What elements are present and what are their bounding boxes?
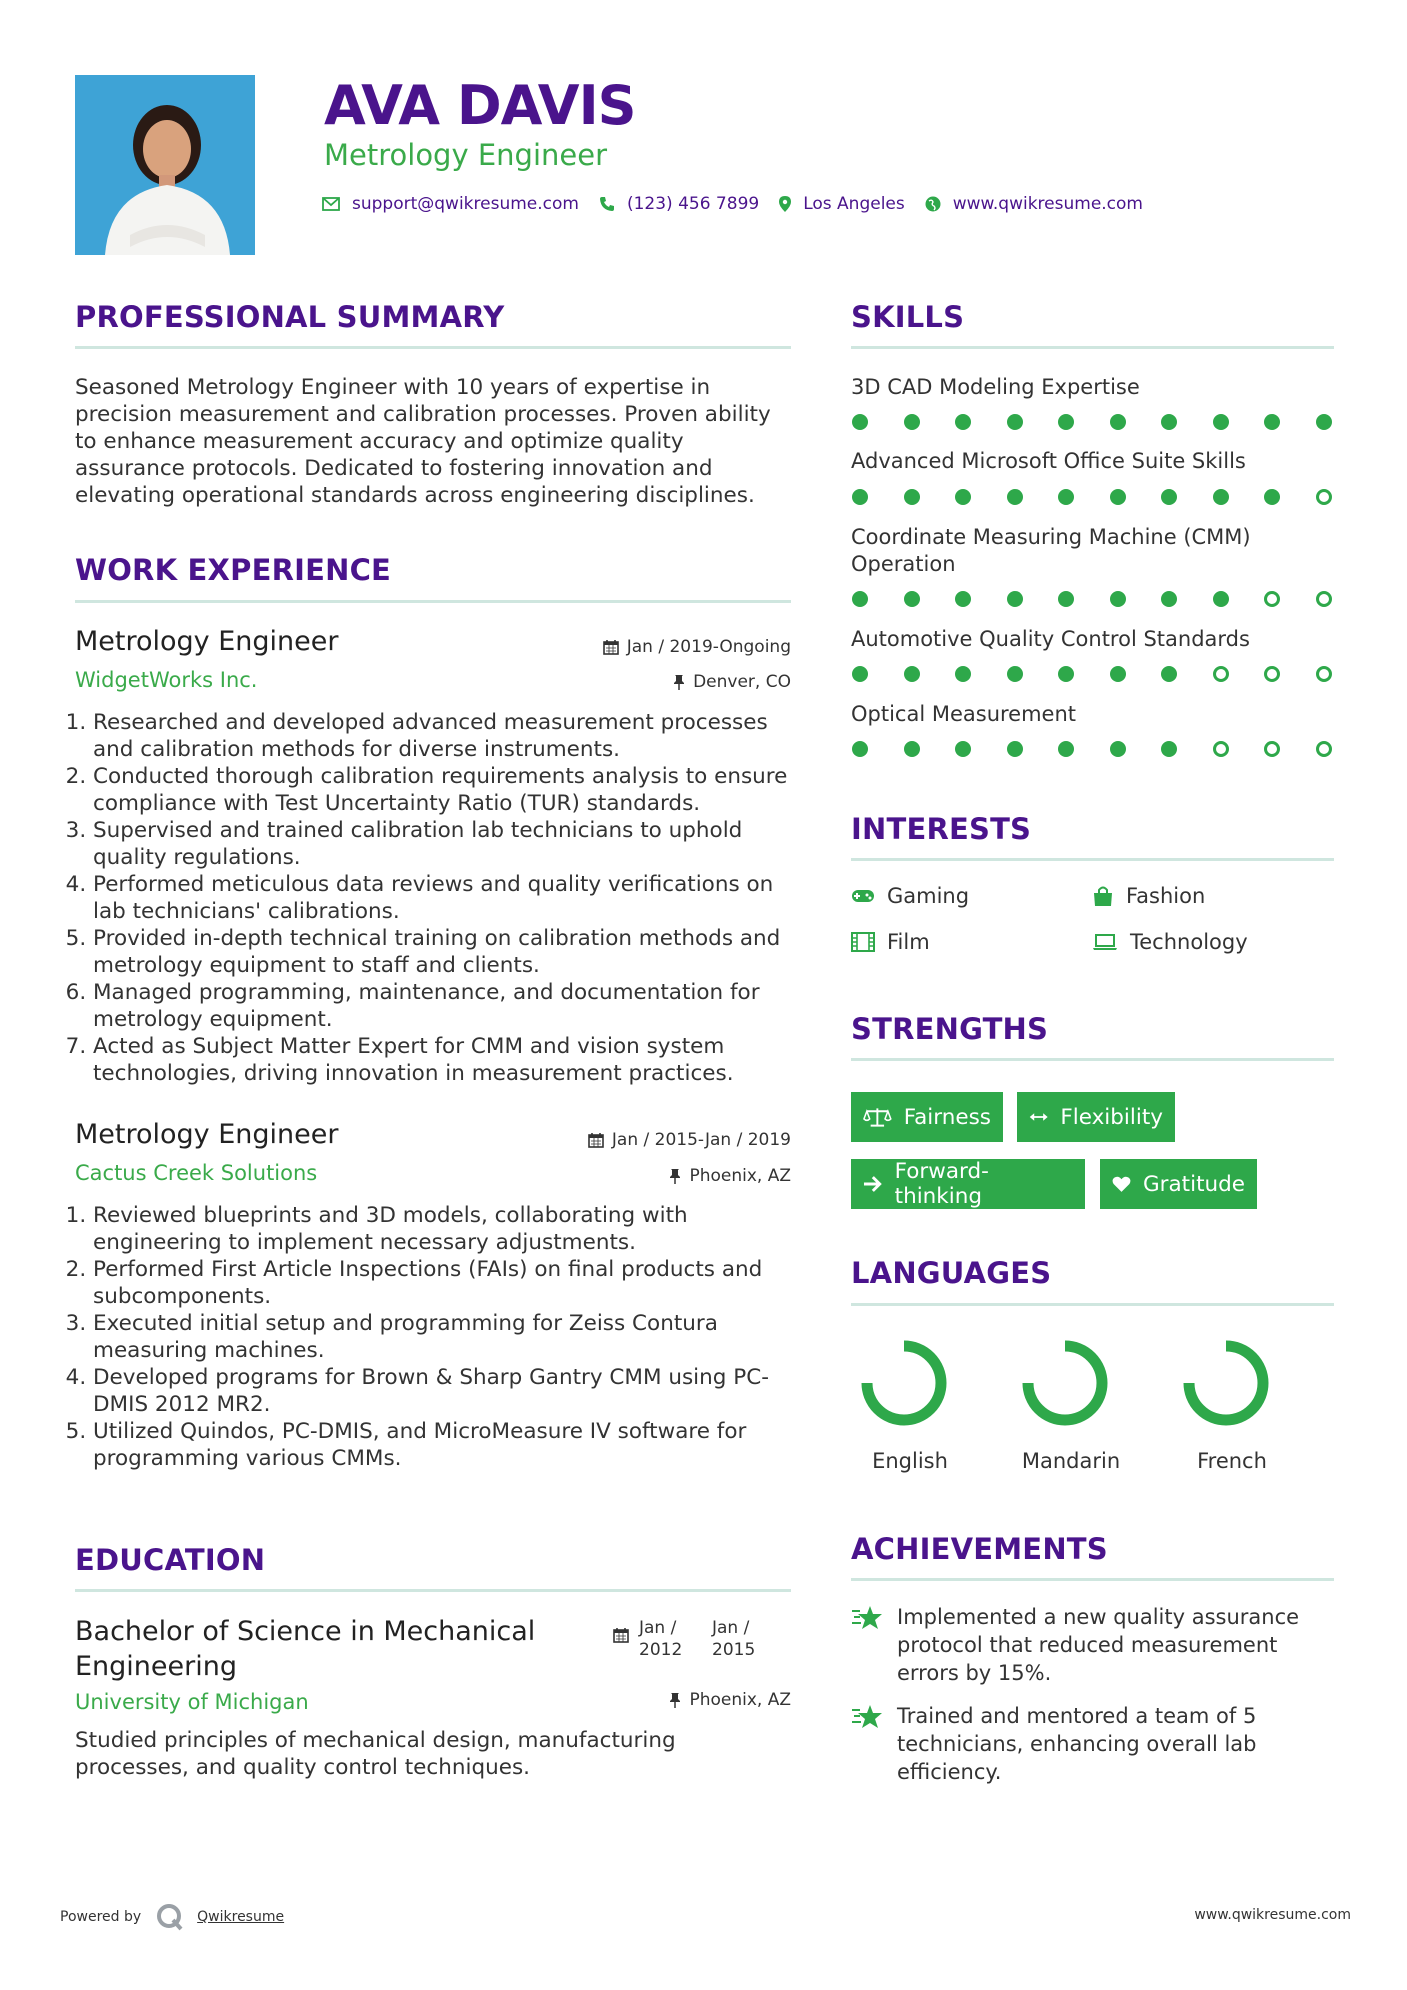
achievement-item bbox=[851, 1702, 1311, 1786]
skill-dot-filled bbox=[1058, 666, 1074, 682]
degree-line-1: Bachelor of Science in Mechanical bbox=[75, 1616, 536, 1647]
skill-name: Optical Measurement bbox=[851, 702, 1077, 726]
pushpin-icon bbox=[669, 1168, 681, 1184]
phone-text: (123) 456 7899 bbox=[626, 194, 760, 214]
strength-fairness bbox=[851, 1092, 1003, 1142]
skill-dot-filled bbox=[904, 414, 920, 430]
school-name: University of Michigan bbox=[75, 1690, 309, 1714]
end-month: Jan / bbox=[712, 1618, 750, 1638]
education-location-text: Phoenix, AZ bbox=[689, 1690, 791, 1710]
job-1-dates bbox=[603, 637, 791, 657]
skill-dot-filled bbox=[1213, 591, 1229, 607]
job-2-location bbox=[669, 1166, 791, 1186]
skill-rating bbox=[852, 591, 1332, 607]
powered-by-label: Powered by bbox=[60, 1909, 142, 1925]
skill-dot-filled bbox=[904, 591, 920, 607]
candidate-title: Metrology Engineer bbox=[324, 138, 608, 172]
skill-dot-filled bbox=[1058, 414, 1074, 430]
experience-divider bbox=[75, 600, 791, 603]
skill-dot-filled bbox=[1264, 414, 1280, 430]
skill-dot-filled bbox=[1058, 741, 1074, 757]
job-1-location bbox=[673, 672, 791, 692]
gamepad-icon bbox=[851, 888, 875, 904]
list-item: 4. Performed meticulous data reviews and quality verifications on lab technicians' calibrations. bbox=[93, 871, 805, 925]
skill-dot-filled bbox=[1213, 489, 1229, 505]
list-item: 6. Managed programming, maintenance, and documentation for metrology equipment. bbox=[93, 979, 805, 1033]
language-gauge-english bbox=[856, 1335, 952, 1431]
language-label: English bbox=[872, 1449, 948, 1473]
language-label: Mandarin bbox=[1021, 1449, 1121, 1473]
strength-label: Fairness bbox=[903, 1104, 991, 1130]
education-heading: EDUCATION bbox=[75, 1543, 266, 1577]
skill-dot-filled bbox=[1007, 741, 1023, 757]
language-gauge-arc bbox=[1189, 1346, 1263, 1420]
list-item: 2. Performed First Article Inspections (FAIs) on final products and subcomponents. bbox=[93, 1256, 780, 1310]
education-description: Studied principles of mechanical design, manufacturing processes, and quality control techniques. bbox=[75, 1728, 676, 1780]
skill-dot-filled bbox=[1161, 591, 1177, 607]
education-end-date bbox=[712, 1617, 755, 1661]
skill-dot-empty bbox=[1264, 741, 1280, 757]
calendar-icon bbox=[603, 639, 619, 655]
skills-heading: SKILLS bbox=[851, 300, 965, 334]
contact-website[interactable] bbox=[925, 194, 1143, 214]
education-divider bbox=[75, 1589, 791, 1592]
list-item: 5. Provided in-depth technical training on calibration methods and metrology equipment to staff and clients. bbox=[93, 925, 805, 979]
film-icon bbox=[851, 932, 875, 952]
skill-dot-empty bbox=[1213, 666, 1229, 682]
skill-dot-filled bbox=[955, 489, 971, 505]
skill-rating bbox=[852, 489, 1332, 505]
interest-label: Technology bbox=[1130, 930, 1248, 954]
skill-dot-empty bbox=[1213, 741, 1229, 757]
laptop-icon bbox=[1092, 933, 1118, 951]
skill-rating bbox=[852, 741, 1332, 757]
language-gauge-mandarin bbox=[1017, 1335, 1113, 1431]
skill-dot-empty bbox=[1316, 741, 1332, 757]
job-1-bullets bbox=[75, 709, 805, 1087]
strength-label: Forward-thinking bbox=[894, 1159, 989, 1209]
contact-phone[interactable] bbox=[599, 194, 759, 214]
skill-dot-filled bbox=[852, 489, 868, 505]
skill-dot-filled bbox=[1110, 741, 1126, 757]
calendar-icon bbox=[588, 1132, 604, 1148]
interests-divider bbox=[851, 858, 1334, 861]
languages-divider bbox=[851, 1303, 1334, 1306]
interest-fashion bbox=[1092, 884, 1205, 908]
skill-name: Coordinate Measuring Machine (CMM) Operation bbox=[851, 525, 1251, 576]
skill-name: 3D CAD Modeling Expertise bbox=[851, 375, 1140, 399]
skill-dot-empty bbox=[1316, 666, 1332, 682]
interest-technology bbox=[1092, 930, 1248, 954]
language-gauge-arc bbox=[1028, 1346, 1102, 1420]
interest-label: Fashion bbox=[1126, 884, 1206, 908]
achievements-heading: ACHIEVEMENTS bbox=[851, 1532, 1108, 1566]
education-start-date bbox=[639, 1617, 682, 1661]
skill-dot-filled bbox=[852, 666, 868, 682]
job-2-dates bbox=[588, 1130, 791, 1150]
skill-name: Advanced Microsoft Office Suite Skills bbox=[851, 449, 1246, 473]
strength-label: Flexibility bbox=[1060, 1104, 1163, 1130]
skill-dot-empty bbox=[1264, 666, 1280, 682]
languages-heading: LANGUAGES bbox=[851, 1256, 1052, 1290]
star-icon bbox=[851, 1605, 883, 1631]
interest-gaming bbox=[851, 884, 969, 908]
summary-text: Seasoned Metrology Engineer with 10 years of expertise in precision measurement and calibration processes. Proven ability to enhance measurement accuracy and optimize quality assurance protocols. Dedicated to fostering innovation and elevating operational standards across engineering disciplines. bbox=[75, 375, 771, 508]
skill-dot-filled bbox=[1161, 666, 1177, 682]
list-item: 5. Utilized Quindos, PC-DMIS, and MicroMeasure IV software for programming various CMMs. bbox=[93, 1418, 780, 1472]
list-item: 4. Developed programs for Brown & Sharp Gantry CMM using PC-DMIS 2012 MR2. bbox=[93, 1364, 780, 1418]
skill-dot-filled bbox=[1007, 666, 1023, 682]
skill-dot-empty bbox=[1264, 591, 1280, 607]
arrows-horizontal-icon bbox=[1029, 1110, 1048, 1124]
balance-scale-icon bbox=[863, 1106, 892, 1128]
strength-gratitude bbox=[1100, 1159, 1257, 1209]
skill-dot-filled bbox=[1007, 489, 1023, 505]
summary-heading: PROFESSIONAL SUMMARY bbox=[75, 300, 505, 334]
skill-dot-filled bbox=[852, 414, 868, 430]
skill-dot-filled bbox=[955, 741, 971, 757]
skill-dot-filled bbox=[1161, 741, 1177, 757]
skill-dot-filled bbox=[955, 591, 971, 607]
language-label: French bbox=[1197, 1449, 1267, 1473]
interests-heading: INTERESTS bbox=[851, 812, 1032, 846]
language-gauge-arc bbox=[867, 1346, 941, 1420]
skill-dot-filled bbox=[1058, 591, 1074, 607]
achievements-divider bbox=[851, 1578, 1334, 1581]
qwikresume-logo-icon bbox=[155, 1902, 185, 1932]
job-2-dates-text: Jan / 2015-Jan / 2019 bbox=[611, 1130, 791, 1150]
strength-forward-thinking bbox=[851, 1159, 1085, 1209]
footer-branding bbox=[60, 1902, 284, 1932]
interest-label: Gaming bbox=[887, 884, 970, 908]
job-2-bullets bbox=[75, 1202, 780, 1472]
location-text: Los Angeles bbox=[803, 194, 905, 214]
job-1-location-text: Denver, CO bbox=[693, 672, 791, 692]
qwikresume-link[interactable]: Qwikresume bbox=[197, 1909, 285, 1925]
experience-heading: WORK EXPERIENCE bbox=[75, 553, 392, 587]
website-text: www.qwikresume.com bbox=[952, 194, 1143, 214]
contact-email[interactable] bbox=[322, 194, 579, 214]
skill-dot-filled bbox=[852, 591, 868, 607]
job-2-location-text: Phoenix, AZ bbox=[689, 1166, 791, 1186]
email-text: support@qwikresume.com bbox=[352, 194, 579, 214]
education-location bbox=[669, 1690, 791, 1710]
pushpin-icon bbox=[673, 674, 685, 690]
list-item: 3. Executed initial setup and programming for Zeiss Contura measuring machines. bbox=[93, 1310, 780, 1364]
start-year: 2012 bbox=[639, 1640, 683, 1660]
language-gauge-french bbox=[1178, 1335, 1274, 1431]
job-2-company: Cactus Creek Solutions bbox=[75, 1161, 318, 1185]
job-1-company: WidgetWorks Inc. bbox=[75, 668, 258, 692]
list-item: 2. Conducted thorough calibration requirements analysis to ensure compliance with Test Uncertainty Ratio (TUR) standards. bbox=[93, 763, 805, 817]
skill-dot-filled bbox=[1058, 489, 1074, 505]
skill-rating bbox=[852, 666, 1332, 682]
skill-dot-filled bbox=[955, 414, 971, 430]
skill-dot-filled bbox=[1110, 489, 1126, 505]
star-icon bbox=[851, 1704, 883, 1730]
job-1-title: Metrology Engineer bbox=[75, 626, 339, 657]
skill-dot-filled bbox=[1110, 666, 1126, 682]
list-item: 1. Reviewed blueprints and 3D models, collaborating with engineering to implement necessary adjustments. bbox=[93, 1202, 780, 1256]
strengths-divider bbox=[851, 1058, 1334, 1061]
arrow-right-icon bbox=[863, 1175, 883, 1193]
skill-dot-filled bbox=[904, 489, 920, 505]
end-year: 2015 bbox=[712, 1640, 756, 1660]
footer-url[interactable]: www.qwikresume.com bbox=[1194, 1907, 1351, 1923]
achievement-item bbox=[851, 1603, 1311, 1687]
start-month: Jan / bbox=[639, 1618, 677, 1638]
heart-icon bbox=[1112, 1173, 1131, 1195]
skill-dot-filled bbox=[955, 666, 971, 682]
contact-location bbox=[779, 194, 905, 214]
skill-name: Automotive Quality Control Standards bbox=[851, 627, 1250, 651]
achievement-text: Trained and mentored a team of 5 technicians, enhancing overall lab efficiency. bbox=[897, 1704, 1257, 1784]
profile-photo bbox=[75, 75, 255, 255]
skill-dot-filled bbox=[1264, 489, 1280, 505]
globe-icon bbox=[925, 196, 941, 212]
skill-dot-filled bbox=[1316, 414, 1332, 430]
job-2-title: Metrology Engineer bbox=[75, 1119, 339, 1150]
pushpin-icon bbox=[669, 1692, 681, 1708]
strengths-heading: STRENGTHS bbox=[851, 1012, 1049, 1046]
skill-dot-empty bbox=[1316, 591, 1332, 607]
strength-label: Gratitude bbox=[1142, 1171, 1245, 1197]
map-marker-icon bbox=[779, 196, 791, 212]
skill-rating bbox=[852, 414, 1332, 430]
skills-divider bbox=[851, 346, 1334, 349]
skill-dot-filled bbox=[1007, 591, 1023, 607]
degree-line-2: Engineering bbox=[75, 1651, 237, 1682]
envelope-icon bbox=[322, 197, 340, 211]
skill-dot-filled bbox=[1161, 414, 1177, 430]
candidate-name: AVA DAVIS bbox=[324, 74, 636, 137]
skill-dot-filled bbox=[1161, 489, 1177, 505]
list-item: 7. Acted as Subject Matter Expert for CMM and vision system technologies, driving innovation in measurement practices. bbox=[93, 1033, 805, 1087]
skill-dot-filled bbox=[1110, 591, 1126, 607]
calendar-icon bbox=[613, 1627, 629, 1647]
shopping-bag-icon bbox=[1092, 885, 1114, 907]
skill-dot-filled bbox=[904, 741, 920, 757]
skill-dot-filled bbox=[1110, 414, 1126, 430]
phone-icon bbox=[599, 196, 615, 212]
achievement-text: Implemented a new quality assurance protocol that reduced measurement errors by 15%. bbox=[897, 1605, 1300, 1685]
list-item: 3. Supervised and trained calibration lab technicians to uphold quality regulations. bbox=[93, 817, 805, 871]
summary-divider bbox=[75, 346, 791, 349]
interest-film bbox=[851, 930, 930, 954]
degree-title bbox=[75, 1614, 535, 1684]
skill-dot-filled bbox=[904, 666, 920, 682]
job-1-dates-text: Jan / 2019-Ongoing bbox=[626, 637, 791, 657]
skill-dot-empty bbox=[1316, 489, 1332, 505]
list-item: 1. Researched and developed advanced measurement processes and calibration methods for diverse instruments. bbox=[93, 709, 805, 763]
contact-bar bbox=[322, 194, 1163, 214]
interest-label: Film bbox=[887, 930, 930, 954]
strength-flexibility bbox=[1017, 1092, 1175, 1142]
skill-dot-filled bbox=[1007, 414, 1023, 430]
skill-dot-filled bbox=[852, 741, 868, 757]
skill-dot-filled bbox=[1213, 414, 1229, 430]
